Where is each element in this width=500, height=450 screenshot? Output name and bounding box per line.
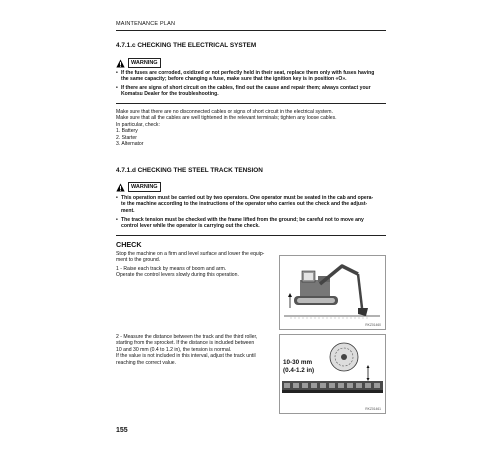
text-line: ment to the ground. (116, 257, 161, 264)
check-heading: CHECK (116, 240, 142, 249)
bullet-line: control lever while the operator is carrying out the check. (121, 223, 260, 230)
text-line: If the value is not included in this interval, adjust the track until (116, 353, 256, 360)
check-item-battery: 1. Battery (116, 128, 138, 135)
running-header: MAINTENANCE PLAN (116, 21, 176, 27)
check-intro (116, 251, 276, 264)
bullet-line: ment. (121, 207, 135, 214)
track-measurement-figure (279, 334, 386, 414)
bullet-line: the same capacity; before changing a fuse, make sure that the ignition key is in position «O». (121, 76, 347, 83)
warning-label: WARNING (128, 58, 161, 68)
warning-block-2 (116, 182, 161, 192)
electrical-text (116, 109, 388, 147)
bullet-line: If the fuses are corroded, oxidized or not perfectly held in their seat, replace them only with fuses having (121, 70, 375, 76)
figure-code: RKZ01460 (365, 323, 381, 327)
check-step-2 (116, 334, 278, 366)
warning-block-1 (116, 58, 161, 68)
text-line: 1 - Raise each track by means of boom and arm. (116, 266, 227, 272)
text-line: Make sure that all the cables are well tightened in the relevant terminals; tighten any loose cables. (116, 115, 337, 122)
text-line: 2 - Measure the distance between the track and the third roller, (116, 334, 258, 340)
electrical-bullet-2: • If there are signs of short circuit on the cables, find out the cause and repair them; always contact your Komatsu Dealer for the troubleshooting. (116, 85, 371, 98)
section-rule (116, 103, 386, 104)
warning-label: WARNING (128, 182, 161, 192)
track-roller-illustration-icon (280, 335, 385, 413)
bullet-line: Komatsu Dealer for the troubleshooting. (121, 91, 219, 98)
check-item-alternator: 3. Alternator (116, 141, 144, 148)
bullet-line: If there are signs of short circuit on the cables, find out the cause and repair them; always contact your (121, 85, 371, 91)
track-bullet-2: • The track tension must be checked with the frame lifted from the ground; be careful not to move any control lever while the operator is carrying out the check. (116, 217, 364, 230)
section-title-electrical: 4.7.1.c CHECKING THE ELECTRICAL SYSTEM (116, 42, 257, 49)
track-bullet-1: • This operation must be carried out by two operators. One operator must be seated in the cab and opera- te the machine according to the instructions of the operator who carries out the check and the adjust- ment. (116, 195, 374, 214)
check-item-starter: 2. Starter (116, 134, 137, 141)
page-number: 155 (116, 427, 128, 434)
bullet-line: This operation must be carried out by two operators. One operator must be seated in the cab and opera- (121, 195, 374, 201)
text-line: reaching the correct value. (116, 359, 177, 366)
bullet-line: The track tension must be checked with the frame lifted from the ground; be careful not to move any (121, 217, 364, 223)
section-rule (116, 235, 386, 236)
measure-in: (0.4-1.2 in) (283, 366, 315, 374)
figure-code: RKZ01461 (365, 407, 381, 411)
warning-triangle-icon (116, 59, 125, 68)
measurement-label (283, 359, 314, 374)
text-line: Stop the machine on a firm and level surface and lower the equip- (116, 251, 265, 257)
bullet-line: te the machine according to the instructions of the operator who carries out the check and the adjust- (121, 201, 368, 208)
section-title-track-tension: 4.7.1.d CHECKING THE STEEL TRACK TENSION (116, 167, 263, 174)
check-step-1 (116, 266, 276, 279)
text-line: starting from the sprocket. If the distance is included between (116, 340, 255, 347)
electrical-bullet-1: • If the fuses are corroded, oxidized or not perfectly held in their seat, replace them only with fuses having the same capacity; before changing a fuse, make sure that the ignition key is in position «O». (116, 70, 375, 83)
header-rule (116, 30, 386, 31)
excavator-figure (279, 255, 386, 330)
measure-mm: 10-30 mm (283, 359, 313, 366)
text-line: 10 and 30 mm (0.4 to 1.2 in), the tension is normal. (116, 346, 232, 353)
text-line: Operate the control levers slowly during this operation. (116, 272, 239, 279)
text-line: In particular, check: (116, 121, 160, 128)
warning-triangle-icon (116, 183, 125, 192)
excavator-illustration-icon (280, 256, 385, 329)
text-line: Make sure that there are no disconnected cables or signs of short circuit in the electrical system. (116, 109, 333, 115)
